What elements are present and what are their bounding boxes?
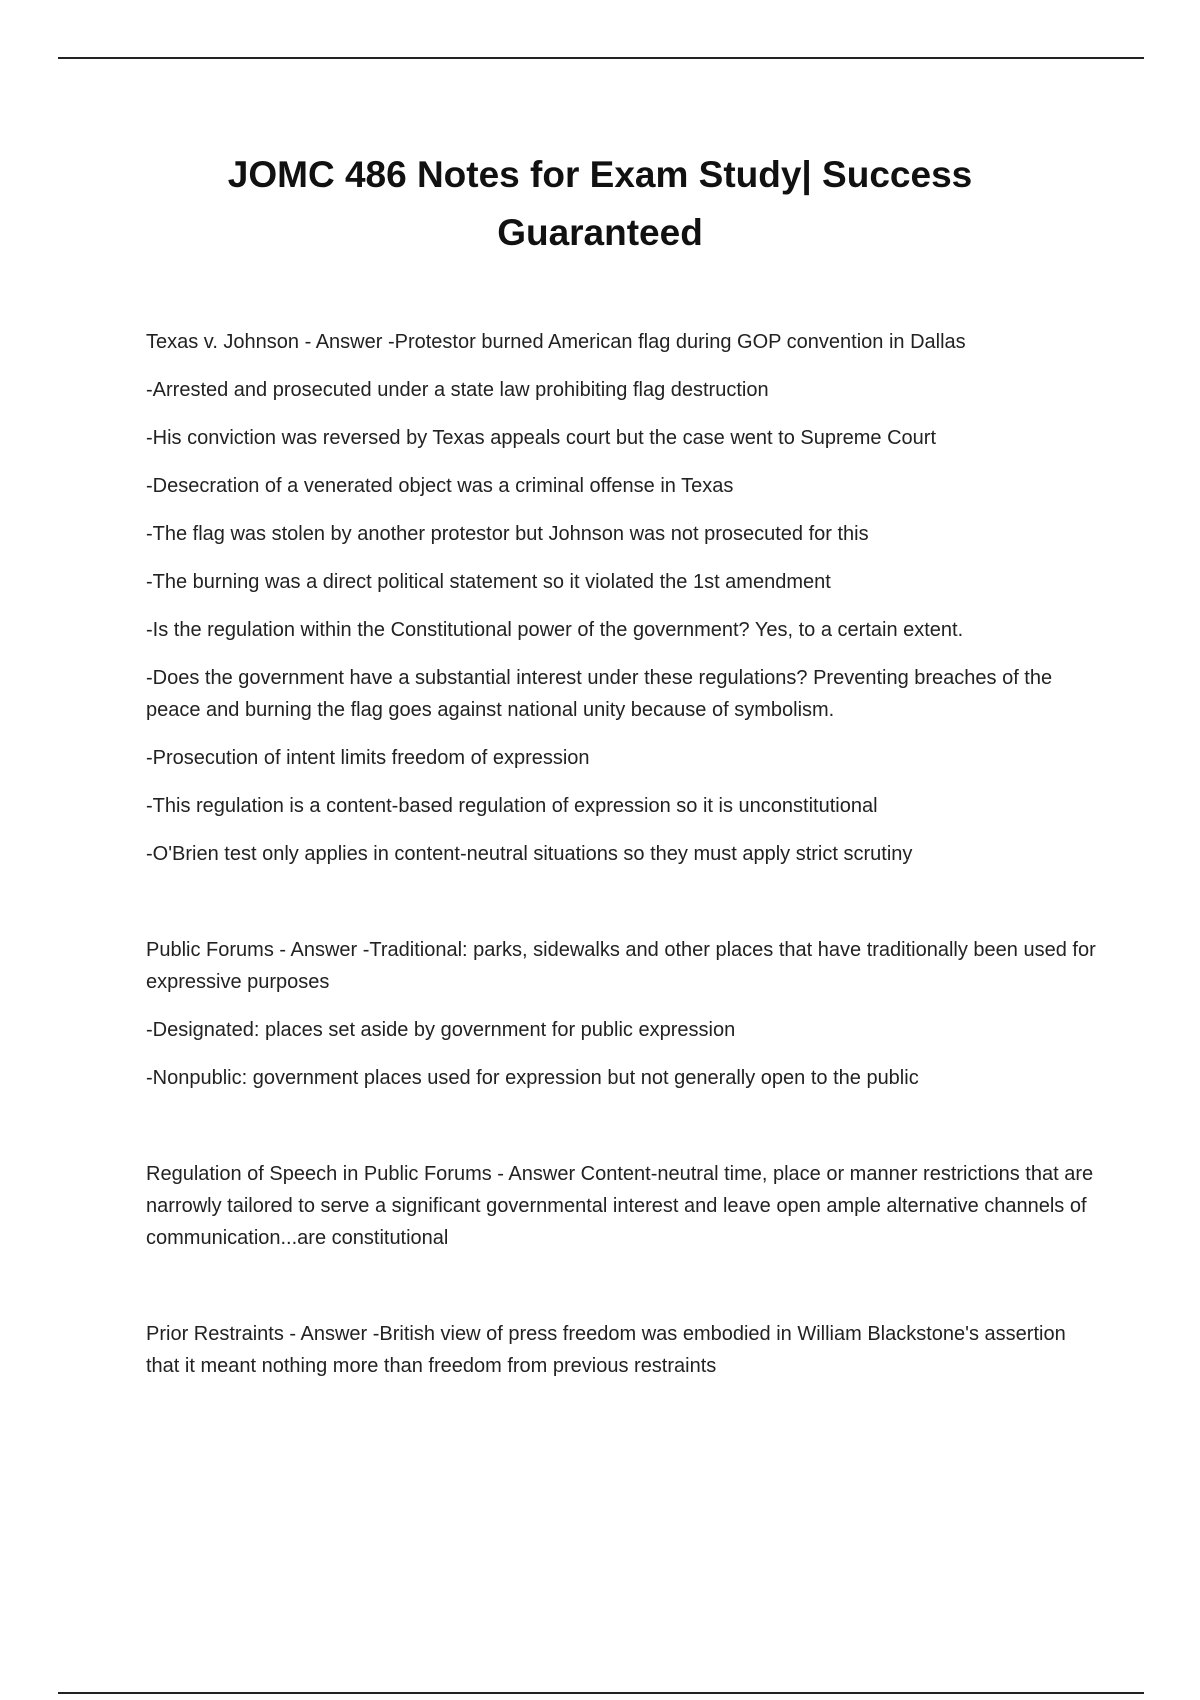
entry-texas-v-johnson: [146, 326, 1096, 870]
entry-regulation-of-speech: [146, 1158, 1096, 1254]
entry-detail-line: -Designated: places set aside by government for public expression: [146, 1019, 736, 1041]
entry-question-line: Prior Restraints - Answer -British view of press freedom was embodied in William Blackstone's assertion that it meant nothing more than freedom from previous restraints: [146, 1323, 1066, 1377]
entry-prior-restraints: [146, 1318, 1096, 1382]
document-body: [146, 326, 1096, 1382]
entry-detail-line: -O'Brien test only applies in content-neutral situations so they must apply strict scrutiny: [146, 843, 913, 865]
entry-detail-line: -His conviction was reversed by Texas appeals court but the case went to Supreme Court: [146, 427, 937, 449]
document-title: JOMC 486 Notes for Exam Study| Success Guaranteed: [227, 154, 973, 253]
page-header-rule: [58, 57, 1144, 59]
entry-detail-line: -This regulation is a content-based regulation of expression so it is unconstitutional: [146, 795, 878, 817]
entry-question-line: Public Forums - Answer -Traditional: parks, sidewalks and other places that have traditionally been used for expressive purposes: [146, 939, 1096, 993]
entry-detail-line: -Is the regulation within the Constitutional power of the government? Yes, to a certain extent.: [146, 619, 964, 641]
entry-detail-line: -Prosecution of intent limits freedom of expression: [146, 747, 590, 769]
entry-detail-line: -Nonpublic: government places used for expression but not generally open to the public: [146, 1067, 919, 1089]
entry-detail-line: -Does the government have a substantial interest under these regulations? Preventing breaches of the peace and burning the flag goes against national unity because of symbolism.: [146, 667, 1053, 721]
entry-detail-line: -Arrested and prosecuted under a state law prohibiting flag destruction: [146, 379, 769, 401]
entry-detail-line: -The burning was a direct political statement so it violated the 1st amendment: [146, 571, 831, 593]
entry-public-forums: [146, 934, 1096, 1094]
entry-detail-line: -The flag was stolen by another protestor but Johnson was not prosecuted for this: [146, 523, 869, 545]
entry-question-line: Regulation of Speech in Public Forums - Answer Content-neutral time, place or manner restrictions that are narrowly tailored to serve a significant governmental interest and leave open ample alternative channels of communication...are constitutional: [146, 1163, 1094, 1249]
page-footer-rule: [58, 1692, 1144, 1694]
entry-question-line: Texas v. Johnson - Answer -Protestor burned American flag during GOP convention in Dallas: [146, 331, 966, 353]
entry-detail-line: -Desecration of a venerated object was a criminal offense in Texas: [146, 475, 734, 497]
